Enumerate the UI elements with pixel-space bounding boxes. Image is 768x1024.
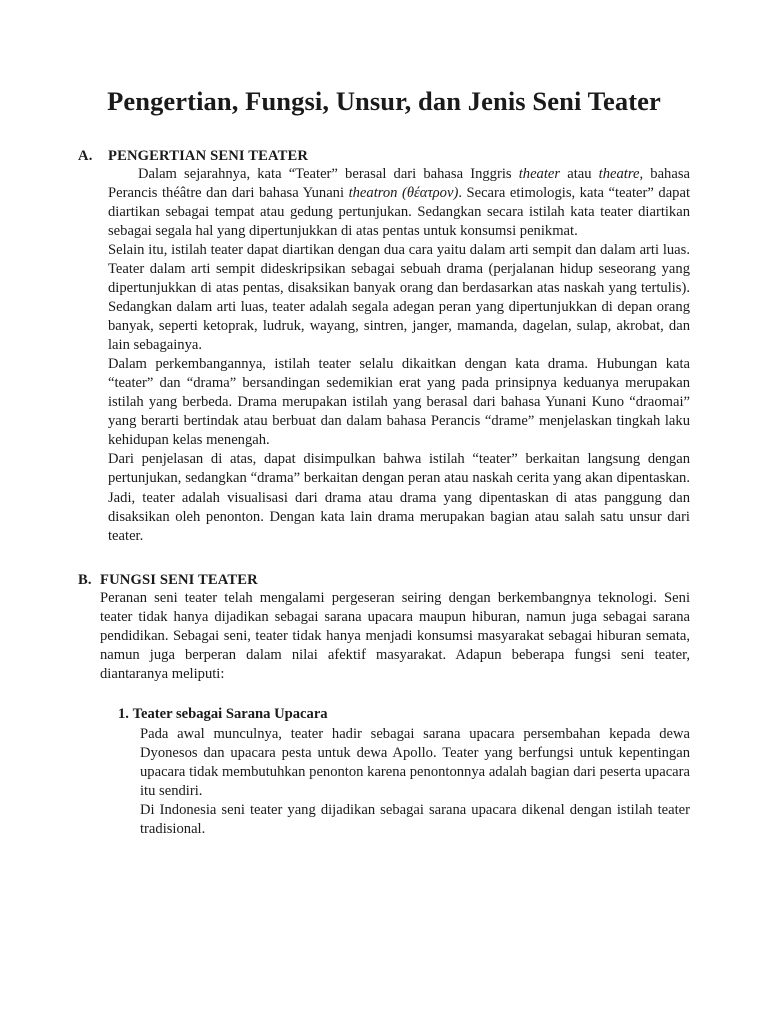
subsection-heading-label-1: Teater sebagai Sarana Upacara <box>132 705 328 722</box>
paragraph: Dari penjelasan di atas, dapat disimpulkan bahwa istilah “teater” berkaitan langsung dengan pertunjukan, sedangkan “drama” berkaitan dengan peran atau naskah cerita yang akan dipentaskan. Jadi, teater adalah visualisasi dari drama atau drama yang dipentaskan di atas panggung dan disaksikan oleh penonton. Dengan kata lain drama merupakan bagian atau salah satu unsur dari teater. <box>108 451 690 544</box>
paragraph: Pada awal munculnya, teater hadir sebagai sarana upacara persembahan kepada dewa Dyonesos dan upacara pesta untuk dewa Apollo. Teater yang berfungsi untuk kepentingan upacara tidak membutuhkan penonton karena penontonnya adalah bagian dari peserta upacara itu sendiri. <box>140 725 690 799</box>
subsection-marker-1: 1. <box>118 705 129 722</box>
text-run-italic-greek: theatron (θέατρον) <box>348 185 459 201</box>
section-heading-label-b: FUNGSI SENI TEATER <box>100 571 258 588</box>
text-run-italic: theater <box>518 165 561 182</box>
paragraph: Di Indonesia seni teater yang dijadikan sebagai sarana upacara dikenal dengan istilah teater tradisional. <box>140 801 690 837</box>
text-run: Dalam sejarahnya, kata “Teater” berasal dari bahasa Inggris <box>138 165 519 182</box>
text-run: . Secara etimologis, kata “teater” dapat diartikan sebagai tempat atau gedung pertunjukan. Sedangkan secara istilah kata teater diartikan sebagai segala hal yang dipertunjukkan di atas pentas untuk konsumsi penikmat. <box>108 185 691 240</box>
paragraph: Dalam perkembangannya, istilah teater selalu dikaitkan dengan kata drama. Hubungan kata “teater” dan “drama” bersandingan sedemikian erat yang pada prinsipnya keduanya merupakan istilah yang berbeda. Drama merupakan istilah yang berasal dari bahasa Yunani Kuno “draomai” yang berarti bertindak atau berbuat dan dalam bahasa Perancis “drame” menjelaskan tingkah laku kehidupan kelas menengah. <box>108 356 690 449</box>
text-run: , bahasa Perancis théâtre dan dari bahasa Yunani <box>108 165 690 201</box>
text-run-italic: theatre <box>598 165 640 182</box>
text-run: atau <box>560 165 599 182</box>
page-title: Pengertian, Fungsi, Unsur, dan Jenis Seni Teater <box>107 86 661 116</box>
section-marker-b: B. <box>78 571 92 588</box>
section-a-body <box>78 165 690 546</box>
paragraph: Peranan seni teater telah mengalami pergeseran seiring dengan berkembangnya teknologi. Seni teater tidak hanya dijadikan sebagai sarana upacara maupun hiburan, namun juga sebagai sarana pendidikan. Sebagai seni, teater tidak hanya menjadi konsumsi masyarakat sebagai hiburan semata, namun juga berperan dalam nilai afektif masyarakat. Adapun beberapa fungsi seni teater, diantaranya meliputi: <box>100 589 690 682</box>
section-heading-a <box>78 148 690 165</box>
section-pengertian-seni-teater <box>0 148 768 546</box>
section-heading-b <box>78 572 690 589</box>
section-heading-label-a: PENGERTIAN SENI TEATER <box>108 147 309 164</box>
section-fungsi-seni-teater <box>0 572 768 839</box>
section-b-body <box>78 589 690 684</box>
subsection-heading-1 <box>78 706 690 723</box>
paragraph <box>108 165 690 241</box>
paragraph: Selain itu, istilah teater dapat diartikan dengan dua cara yaitu dalam arti sempit dan dalam arti luas. Teater dalam arti sempit dideskripsikan sebagai sebuah drama (perjalanan hidup seseorang yang dipertunjukkan di atas pentas, disaksikan banyak orang dan berdasarkan atas naskah yang tertulis). Sedangkan dalam arti luas, teater adalah segala adegan peran yang dipertunjukkan di depan orang banyak, seperti ketoprak, ludruk, wayang, sintren, janger, mamanda, dagelan, sulap, akrobat, dan lain sebagainya. <box>108 242 690 354</box>
section-marker-a: A. <box>78 147 93 164</box>
subsection-1-body <box>78 725 690 839</box>
